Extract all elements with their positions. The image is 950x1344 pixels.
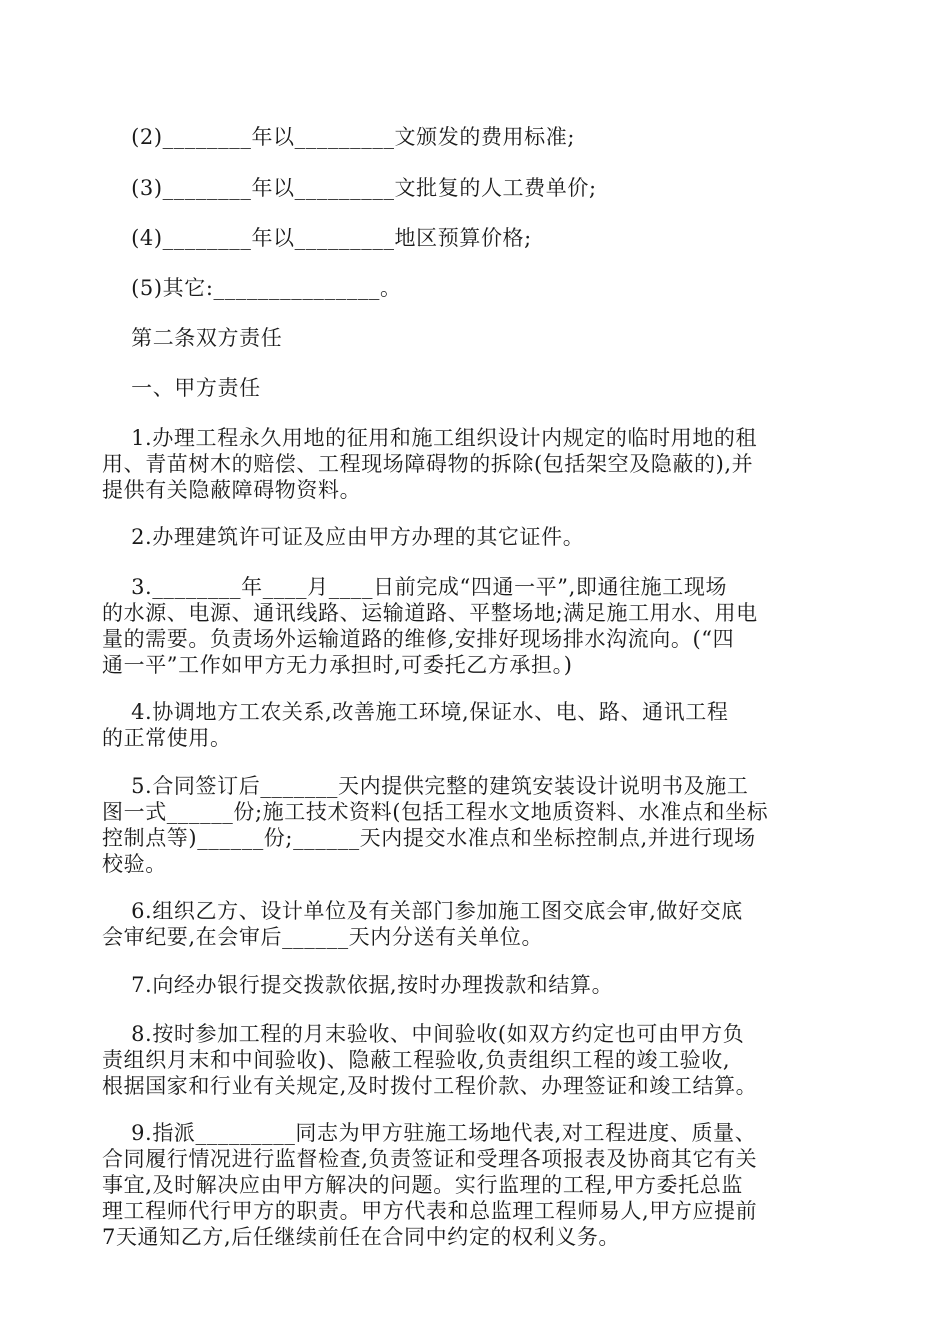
item-1-line-3: 提供有关隐蔽障碍物资料。 (102, 478, 362, 502)
item-2-line-1: 2.办理建筑许可证及应由甲方办理的其它证件。 (102, 525, 585, 549)
item-4-line-1: 4.协调地方工农关系,改善施工环境,保证水、电、路、通讯工程 (102, 700, 729, 724)
item-8-line-2: 责组织月末和中间验收)、隐蔽工程验收,负责组织工程的竣工验收, (102, 1048, 731, 1072)
item-9-line-2: 合同履行情况进行监督检查,负责签证和受理各项报表及协商其它有关 (102, 1147, 758, 1171)
item-5-line-3: 控制点等)______份;______天内提交水准点和坐标控制点,并进行现场 (102, 826, 756, 850)
item-3-line-2: 的水源、电源、通讯线路、运输道路、平整场地;满足施工用水、用电 (102, 601, 758, 625)
item-5-line-1: 5.合同签订后_______天内提供完整的建筑安装设计说明书及施工 (102, 774, 749, 798)
item-7-line-1: 7.向经办银行提交拨款依据,按时办理拨款和结算。 (102, 973, 614, 997)
item-5-line-4: 校验。 (102, 852, 167, 876)
item-3-line-3: 量的需要。负责场外运输道路的维修,安排好现场排水沟流向。(“四 (102, 627, 735, 651)
clause-3-labor-rate: (3)________年以_________文批复的人工费单价; (102, 176, 597, 200)
clause-2-fee-standard: (2)________年以_________文颁发的费用标准; (102, 125, 576, 149)
item-1-line-1: 1.办理工程永久用地的征用和施工组织设计内规定的临时用地的租 (102, 426, 758, 450)
item-6-line-2: 会审纪要,在会审后______天内分送有关单位。 (102, 925, 544, 949)
item-9-line-4: 理工程师代行甲方的职责。甲方代表和总监理工程师易人,甲方应提前 (102, 1199, 758, 1223)
item-9-line-3: 事宜,及时解决应由甲方解决的问题。实行监理的工程,甲方委托总监 (102, 1173, 743, 1197)
item-9-line-5: 7天通知乙方,后任继续前任在合同中约定的权利义务。 (102, 1225, 621, 1249)
item-3-line-4: 通一平”工作如甲方无力承担时,可委托乙方承担。) (102, 653, 573, 677)
item-1-line-2: 用、青苗树木的赔偿、工程现场障碍物的拆除(包括架空及隐蔽的),并 (102, 452, 754, 476)
item-6-line-1: 6.组织乙方、设计单位及有关部门参加施工图交底会审,做好交底 (102, 899, 743, 923)
clause-5-other: (5)其它:_______________。 (102, 276, 402, 300)
item-4-line-2: 的正常使用。 (102, 726, 232, 750)
item-8-line-3: 根据国家和行业有关规定,及时拨付工程价款、办理签证和竣工结算。 (102, 1074, 758, 1098)
clause-4-regional-price: (4)________年以_________地区预算价格; (102, 226, 532, 250)
article-2-heading: 第二条双方责任 (102, 326, 283, 350)
item-3-line-1: 3.________年____月____日前完成“四通一平”,即通往施工现场 (102, 575, 728, 599)
item-8-line-1: 8.按时参加工程的月末验收、中间验收(如双方约定也可由甲方负 (102, 1022, 745, 1046)
item-9-line-1: 9.指派_________同志为甲方驻施工场地代表,对工程进度、质量、 (102, 1121, 757, 1145)
item-5-line-2: 图一式______份;施工技术资料(包括工程水文地质资料、水准点和坐标 (102, 800, 769, 824)
party-a-heading: 一、甲方责任 (102, 376, 261, 400)
